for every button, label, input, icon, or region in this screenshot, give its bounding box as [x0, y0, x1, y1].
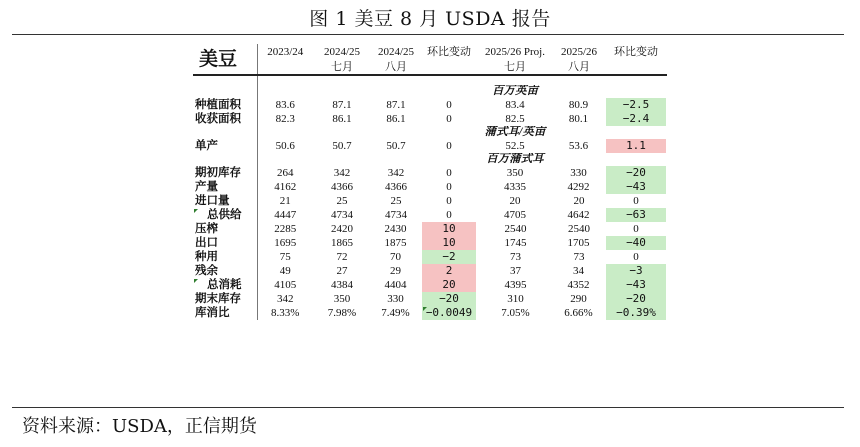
change-cell: 10 — [421, 236, 477, 250]
unit-label: 蒲式耳/英亩 — [484, 126, 546, 138]
change-cell: −43 — [605, 180, 667, 194]
table-title: 美豆 — [193, 44, 257, 75]
cell: 1695 — [274, 237, 297, 249]
change-cell: −2.4 — [605, 112, 667, 126]
cell: 82.5 — [505, 113, 525, 125]
cell: 0 — [446, 167, 452, 179]
cell: 0 — [446, 195, 452, 207]
table-row — [193, 278, 667, 292]
col-header: 2025/26 — [560, 46, 598, 58]
row-label: 出口 — [193, 236, 257, 250]
cell: 310 — [507, 293, 524, 305]
cell: 2430 — [384, 223, 407, 235]
change-cell: −0.0049 — [421, 306, 477, 320]
table-row — [193, 98, 667, 112]
cell: 4162 — [274, 181, 297, 193]
row-label: 库消比 — [193, 306, 257, 320]
change-cell: −3 — [605, 264, 667, 278]
cell: 86.1 — [386, 113, 406, 125]
usda-table — [193, 44, 667, 320]
unit-label: 百万英亩 — [492, 85, 538, 97]
cell: 4366 — [331, 181, 353, 193]
cell: 4335 — [504, 181, 526, 193]
table-row — [193, 139, 667, 153]
row-label: 压榨 — [193, 222, 257, 236]
col-header: 2024/25 — [377, 46, 415, 58]
change-cell: 10 — [421, 222, 477, 236]
cell: 25 — [336, 195, 348, 207]
cell: 20 — [573, 195, 585, 207]
table-row — [193, 208, 667, 222]
col-subheader — [421, 60, 477, 75]
cell: 80.9 — [568, 99, 589, 111]
cell: 27 — [336, 265, 348, 277]
cell: 4734 — [385, 209, 407, 221]
cell: 87.1 — [386, 99, 406, 111]
cell: 0 — [446, 140, 452, 152]
table-row — [193, 180, 667, 194]
cell: 4105 — [274, 279, 297, 291]
col-header: 环比变动 — [614, 46, 658, 58]
cell: 264 — [277, 167, 294, 179]
change-cell: −20 — [421, 292, 477, 306]
cell: 342 — [277, 293, 294, 305]
row-label: 总供给 — [193, 208, 257, 222]
cell: 87.1 — [332, 99, 352, 111]
cell: 83.6 — [275, 99, 295, 111]
cell: 50.7 — [332, 140, 352, 152]
cell: 6.66% — [564, 307, 593, 319]
cell: 50.6 — [275, 140, 295, 152]
change-cell: −2.5 — [605, 98, 667, 112]
cell: 83.4 — [505, 99, 525, 111]
col-subheader: 七月 — [313, 60, 371, 75]
col-subheader: 八月 — [371, 60, 421, 75]
figure-title: 图 1 美豆 8 月 USDA 报告 — [309, 8, 551, 30]
col-header: 环比变动 — [427, 46, 471, 58]
change-cell: −43 — [605, 278, 667, 292]
cell: 342 — [387, 167, 405, 179]
col-header: 2024/25 — [323, 46, 361, 58]
cell: 342 — [333, 167, 351, 179]
cell: 21 — [279, 195, 291, 207]
row-label: 期末库存 — [193, 292, 257, 306]
cell: 72 — [336, 251, 348, 263]
cell: 0 — [446, 209, 452, 221]
row-label: 总消耗 — [193, 278, 257, 292]
change-cell: −2 — [421, 250, 477, 264]
cell: 0 — [446, 99, 452, 111]
change-cell: −0.39% — [605, 306, 667, 320]
cell: 53.6 — [568, 140, 589, 152]
cell: 1875 — [384, 237, 407, 249]
cell: 7.49% — [381, 307, 410, 319]
table-row — [193, 236, 667, 250]
change-cell: 0 — [633, 251, 639, 263]
table-row — [193, 292, 667, 306]
cell: 4447 — [274, 209, 297, 221]
cell: 29 — [390, 265, 401, 277]
cell: 8.33% — [271, 307, 300, 319]
cell: 4384 — [331, 279, 353, 291]
cell: 4395 — [504, 279, 527, 291]
cell: 80.1 — [568, 113, 589, 125]
cell: 4404 — [384, 279, 407, 291]
cell: 52.5 — [505, 140, 525, 152]
table-row — [193, 112, 667, 126]
row-label: 种用 — [193, 250, 257, 264]
bottom-rule — [12, 407, 844, 408]
row-label: 收获面积 — [193, 112, 257, 126]
table-row — [193, 194, 667, 208]
cell: 20 — [509, 195, 521, 207]
table-row — [193, 306, 667, 320]
change-cell: −20 — [605, 166, 667, 180]
col-subheader — [257, 60, 313, 75]
change-cell: 0 — [633, 223, 639, 235]
cell: 4642 — [567, 209, 590, 221]
spacer — [193, 75, 257, 85]
cell: 4705 — [504, 209, 526, 221]
table-row — [193, 166, 667, 180]
top-rule — [12, 34, 844, 35]
change-cell: 1.1 — [605, 139, 667, 153]
cell: 350 — [506, 167, 524, 179]
cell: 330 — [387, 293, 404, 305]
cell: 86.1 — [332, 113, 352, 125]
cell: 37 — [510, 265, 521, 277]
cell: 2285 — [274, 223, 297, 235]
table-row — [193, 222, 667, 236]
col-header: 2023/24 — [267, 46, 304, 58]
cell: 4352 — [567, 279, 590, 291]
cell: 70 — [390, 251, 401, 263]
table-row — [193, 250, 667, 264]
cell: 1745 — [504, 237, 527, 249]
cell: 49 — [279, 265, 291, 277]
col-subheader: 七月 — [477, 60, 553, 75]
cell: 4366 — [385, 181, 407, 193]
row-label: 期初库存 — [193, 166, 257, 180]
change-cell: 20 — [421, 278, 477, 292]
cell: 50.7 — [386, 140, 406, 152]
col-subheader — [605, 60, 667, 75]
row-label: 单产 — [193, 139, 257, 153]
cell: 4292 — [567, 181, 590, 193]
col-subheader: 八月 — [553, 60, 605, 75]
cell: 330 — [570, 167, 587, 179]
cell: 82.3 — [275, 113, 295, 125]
col-header: 2025/26 Proj. — [485, 46, 545, 58]
table-row — [193, 264, 667, 278]
change-cell: −63 — [605, 208, 667, 222]
cell: 34 — [573, 265, 584, 277]
cell: 25 — [390, 195, 402, 207]
cell: 2540 — [504, 223, 527, 235]
cell: 1865 — [331, 237, 353, 249]
cell: 7.05% — [501, 307, 530, 319]
cell: 4734 — [331, 209, 353, 221]
cell: 0 — [446, 181, 452, 193]
change-cell: −20 — [605, 292, 667, 306]
source-note: 资料来源：USDA，正信期货 — [22, 416, 257, 437]
cell: 2540 — [568, 223, 590, 235]
row-label: 进口量 — [193, 194, 257, 208]
cell: 73 — [510, 251, 521, 263]
change-cell: −40 — [605, 236, 667, 250]
row-label: 种植面积 — [193, 98, 257, 112]
row-label: 产量 — [193, 180, 257, 194]
cell: 75 — [279, 251, 291, 263]
cell: 7.98% — [327, 307, 357, 319]
row-label: 残余 — [193, 264, 257, 278]
change-cell: 2 — [421, 264, 477, 278]
cell: 73 — [573, 251, 585, 263]
cell: 350 — [333, 293, 351, 305]
cell: 2420 — [331, 223, 353, 235]
cell: 1705 — [567, 237, 590, 249]
cell: 290 — [570, 293, 587, 305]
cell: 0 — [446, 113, 452, 125]
change-cell: 0 — [633, 195, 639, 207]
unit-label: 百万蒲式耳 — [486, 153, 544, 165]
